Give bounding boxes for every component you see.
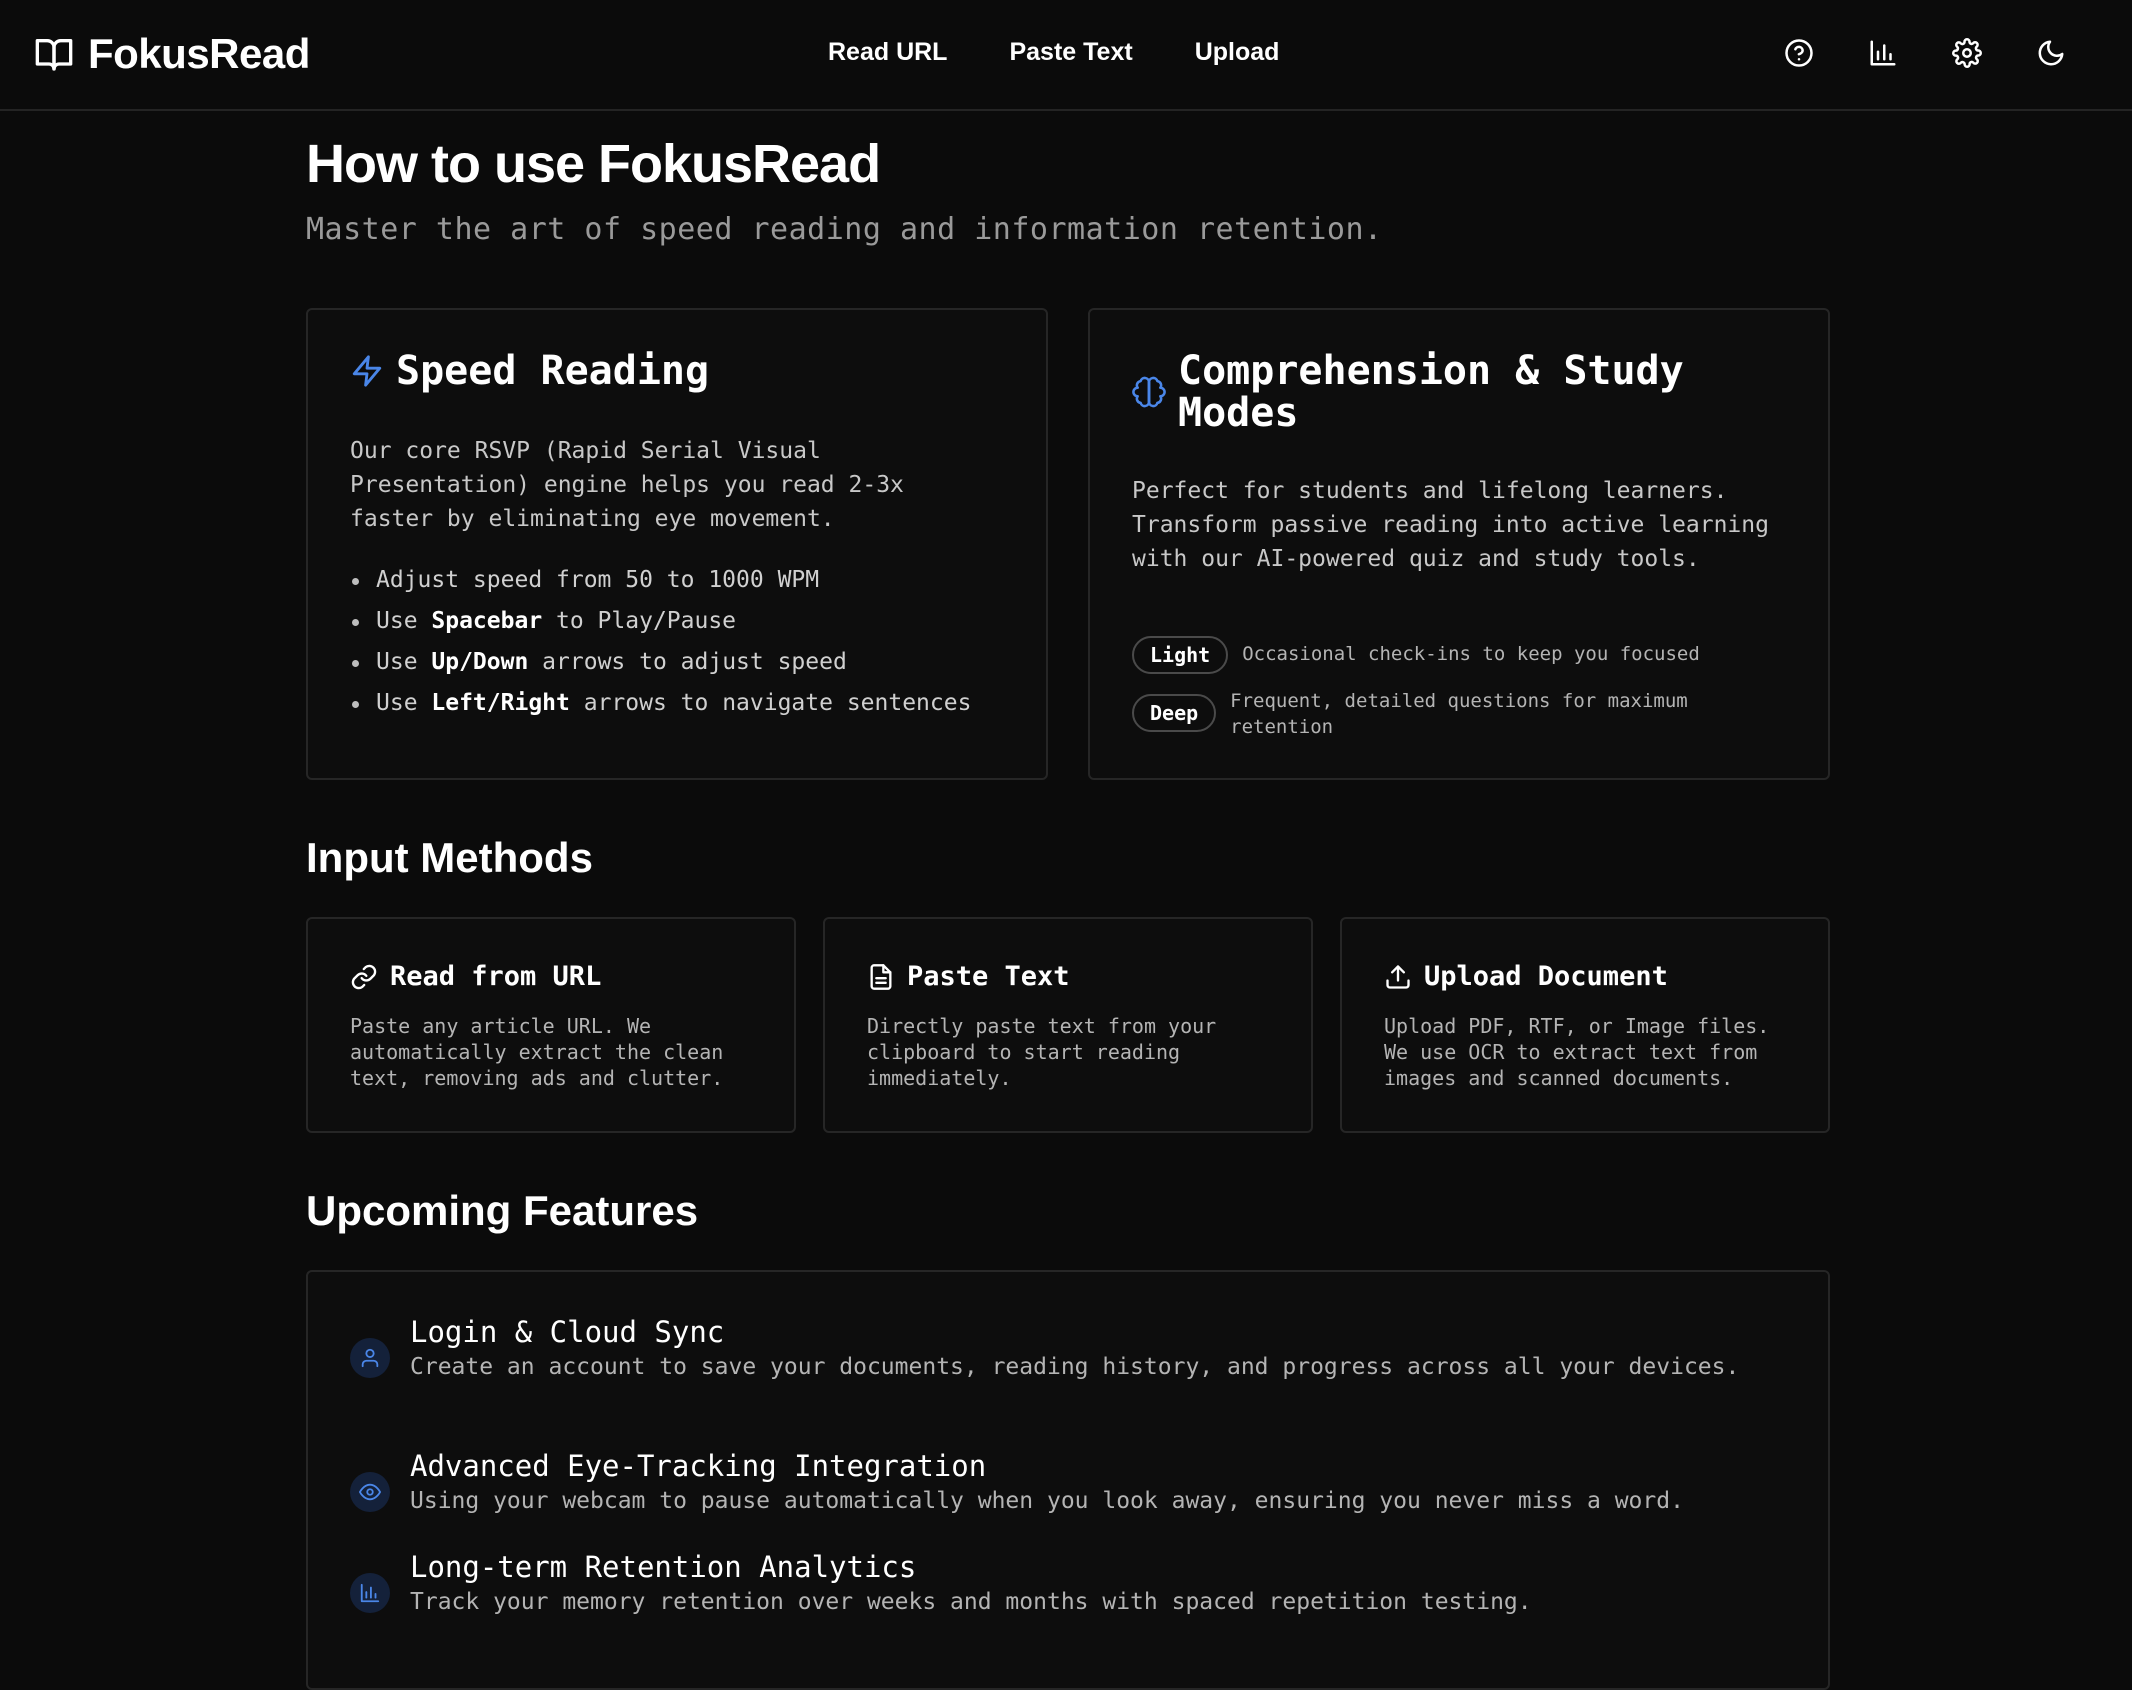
mode-deep	[1132, 688, 1792, 740]
mode-deep-desc: Frequent, detailed questions for maximum retention	[1230, 690, 1688, 738]
nav-paste-text[interactable]: Paste Text	[1009, 38, 1133, 66]
top-navbar	[0, 0, 2132, 111]
lightning-icon	[350, 354, 384, 388]
study-modes-intro: Perfect for students and lifelong learners. Transform passive reading into active learning with our AI-powered quiz and study tools.	[1132, 478, 1769, 572]
input-card-title: Read from URL	[390, 961, 602, 992]
page-subtitle: Master the art of speed reading and information retention.	[306, 212, 1383, 247]
feature-desc: Create an account to save your documents, reading history, and progress across all your devices.	[410, 1354, 1740, 1380]
feature-item-retention-analytics	[350, 1549, 1810, 1619]
mode-light-badge[interactable]: Light	[1132, 636, 1228, 674]
nav-read-url[interactable]: Read URL	[828, 38, 948, 66]
document-icon	[867, 963, 895, 991]
user-icon	[350, 1338, 390, 1378]
eye-icon	[350, 1472, 390, 1512]
feature-item-eye-tracking	[350, 1448, 1810, 1518]
input-card-desc: Directly paste text from your clipboard to start reading immediately.	[867, 1014, 1217, 1090]
study-modes-title: Comprehension & Study Modes	[1178, 348, 1684, 436]
input-card-title: Paste Text	[907, 961, 1070, 992]
input-card-upload[interactable]	[1340, 917, 1830, 1133]
list-item: Use Left/Right arrows to navigate sentences	[350, 683, 1030, 724]
input-card-desc: Paste any article URL. We automatically extract the clean text, removing ads and clutter.	[350, 1014, 724, 1090]
brain-icon	[1132, 375, 1166, 409]
mode-light-desc: Occasional check-ins to keep you focused	[1242, 643, 1700, 665]
speed-reading-intro: Our core RSVP (Rapid Serial Visual Presentation) engine helps you read 2-3x faster by eliminating eye movement.	[350, 438, 904, 532]
input-card-url[interactable]	[306, 917, 796, 1133]
speed-reading-tips	[350, 560, 1030, 724]
input-card-desc: Upload PDF, RTF, or Image files. We use OCR to extract text from images and scanned documents.	[1384, 1014, 1770, 1090]
theme-moon-icon[interactable]	[2036, 38, 2066, 68]
list-item: Adjust speed from 50 to 1000 WPM	[350, 560, 1030, 601]
header-tools	[1784, 38, 2066, 68]
nav-upload[interactable]: Upload	[1194, 38, 1280, 66]
input-card-title: Upload Document	[1424, 961, 1668, 992]
settings-icon[interactable]	[1952, 38, 1982, 68]
upcoming-features-heading: Upcoming Features	[306, 1187, 699, 1234]
input-methods-heading: Input Methods	[306, 834, 593, 881]
link-icon	[350, 963, 378, 991]
open-book-icon	[34, 34, 74, 74]
brand[interactable]	[34, 30, 310, 78]
brand-name: FokusRead	[88, 30, 310, 77]
page-title: How to use FokusRead	[306, 134, 881, 194]
speed-reading-title: Speed Reading	[396, 348, 710, 394]
feature-title: Advanced Eye-Tracking Integration	[410, 1449, 987, 1483]
feature-desc: Using your webcam to pause automatically when you look away, ensuring you never miss a word.	[410, 1488, 1684, 1514]
upload-icon	[1384, 963, 1412, 991]
list-item: Use Spacebar to Play/Pause	[350, 601, 1030, 642]
feature-title: Long-term Retention Analytics	[410, 1550, 917, 1584]
page-header	[306, 130, 1830, 247]
list-item: Use Up/Down arrows to adjust speed	[350, 642, 1030, 683]
main-nav	[828, 38, 1279, 67]
feature-desc: Track your memory retention over weeks and months with spaced repetition testing.	[410, 1589, 1532, 1615]
help-icon[interactable]	[1784, 38, 1814, 68]
study-modes-card	[1088, 308, 1830, 780]
analytics-icon	[350, 1573, 390, 1613]
speed-reading-card	[306, 308, 1048, 780]
feature-title: Login & Cloud Sync	[410, 1315, 725, 1349]
input-card-paste[interactable]	[823, 917, 1313, 1133]
feature-item-cloud-sync	[350, 1314, 1810, 1384]
mode-light	[1132, 636, 1792, 674]
stats-icon[interactable]	[1868, 38, 1898, 68]
mode-deep-badge[interactable]: Deep	[1132, 694, 1216, 732]
upcoming-features-card	[306, 1270, 1830, 1690]
